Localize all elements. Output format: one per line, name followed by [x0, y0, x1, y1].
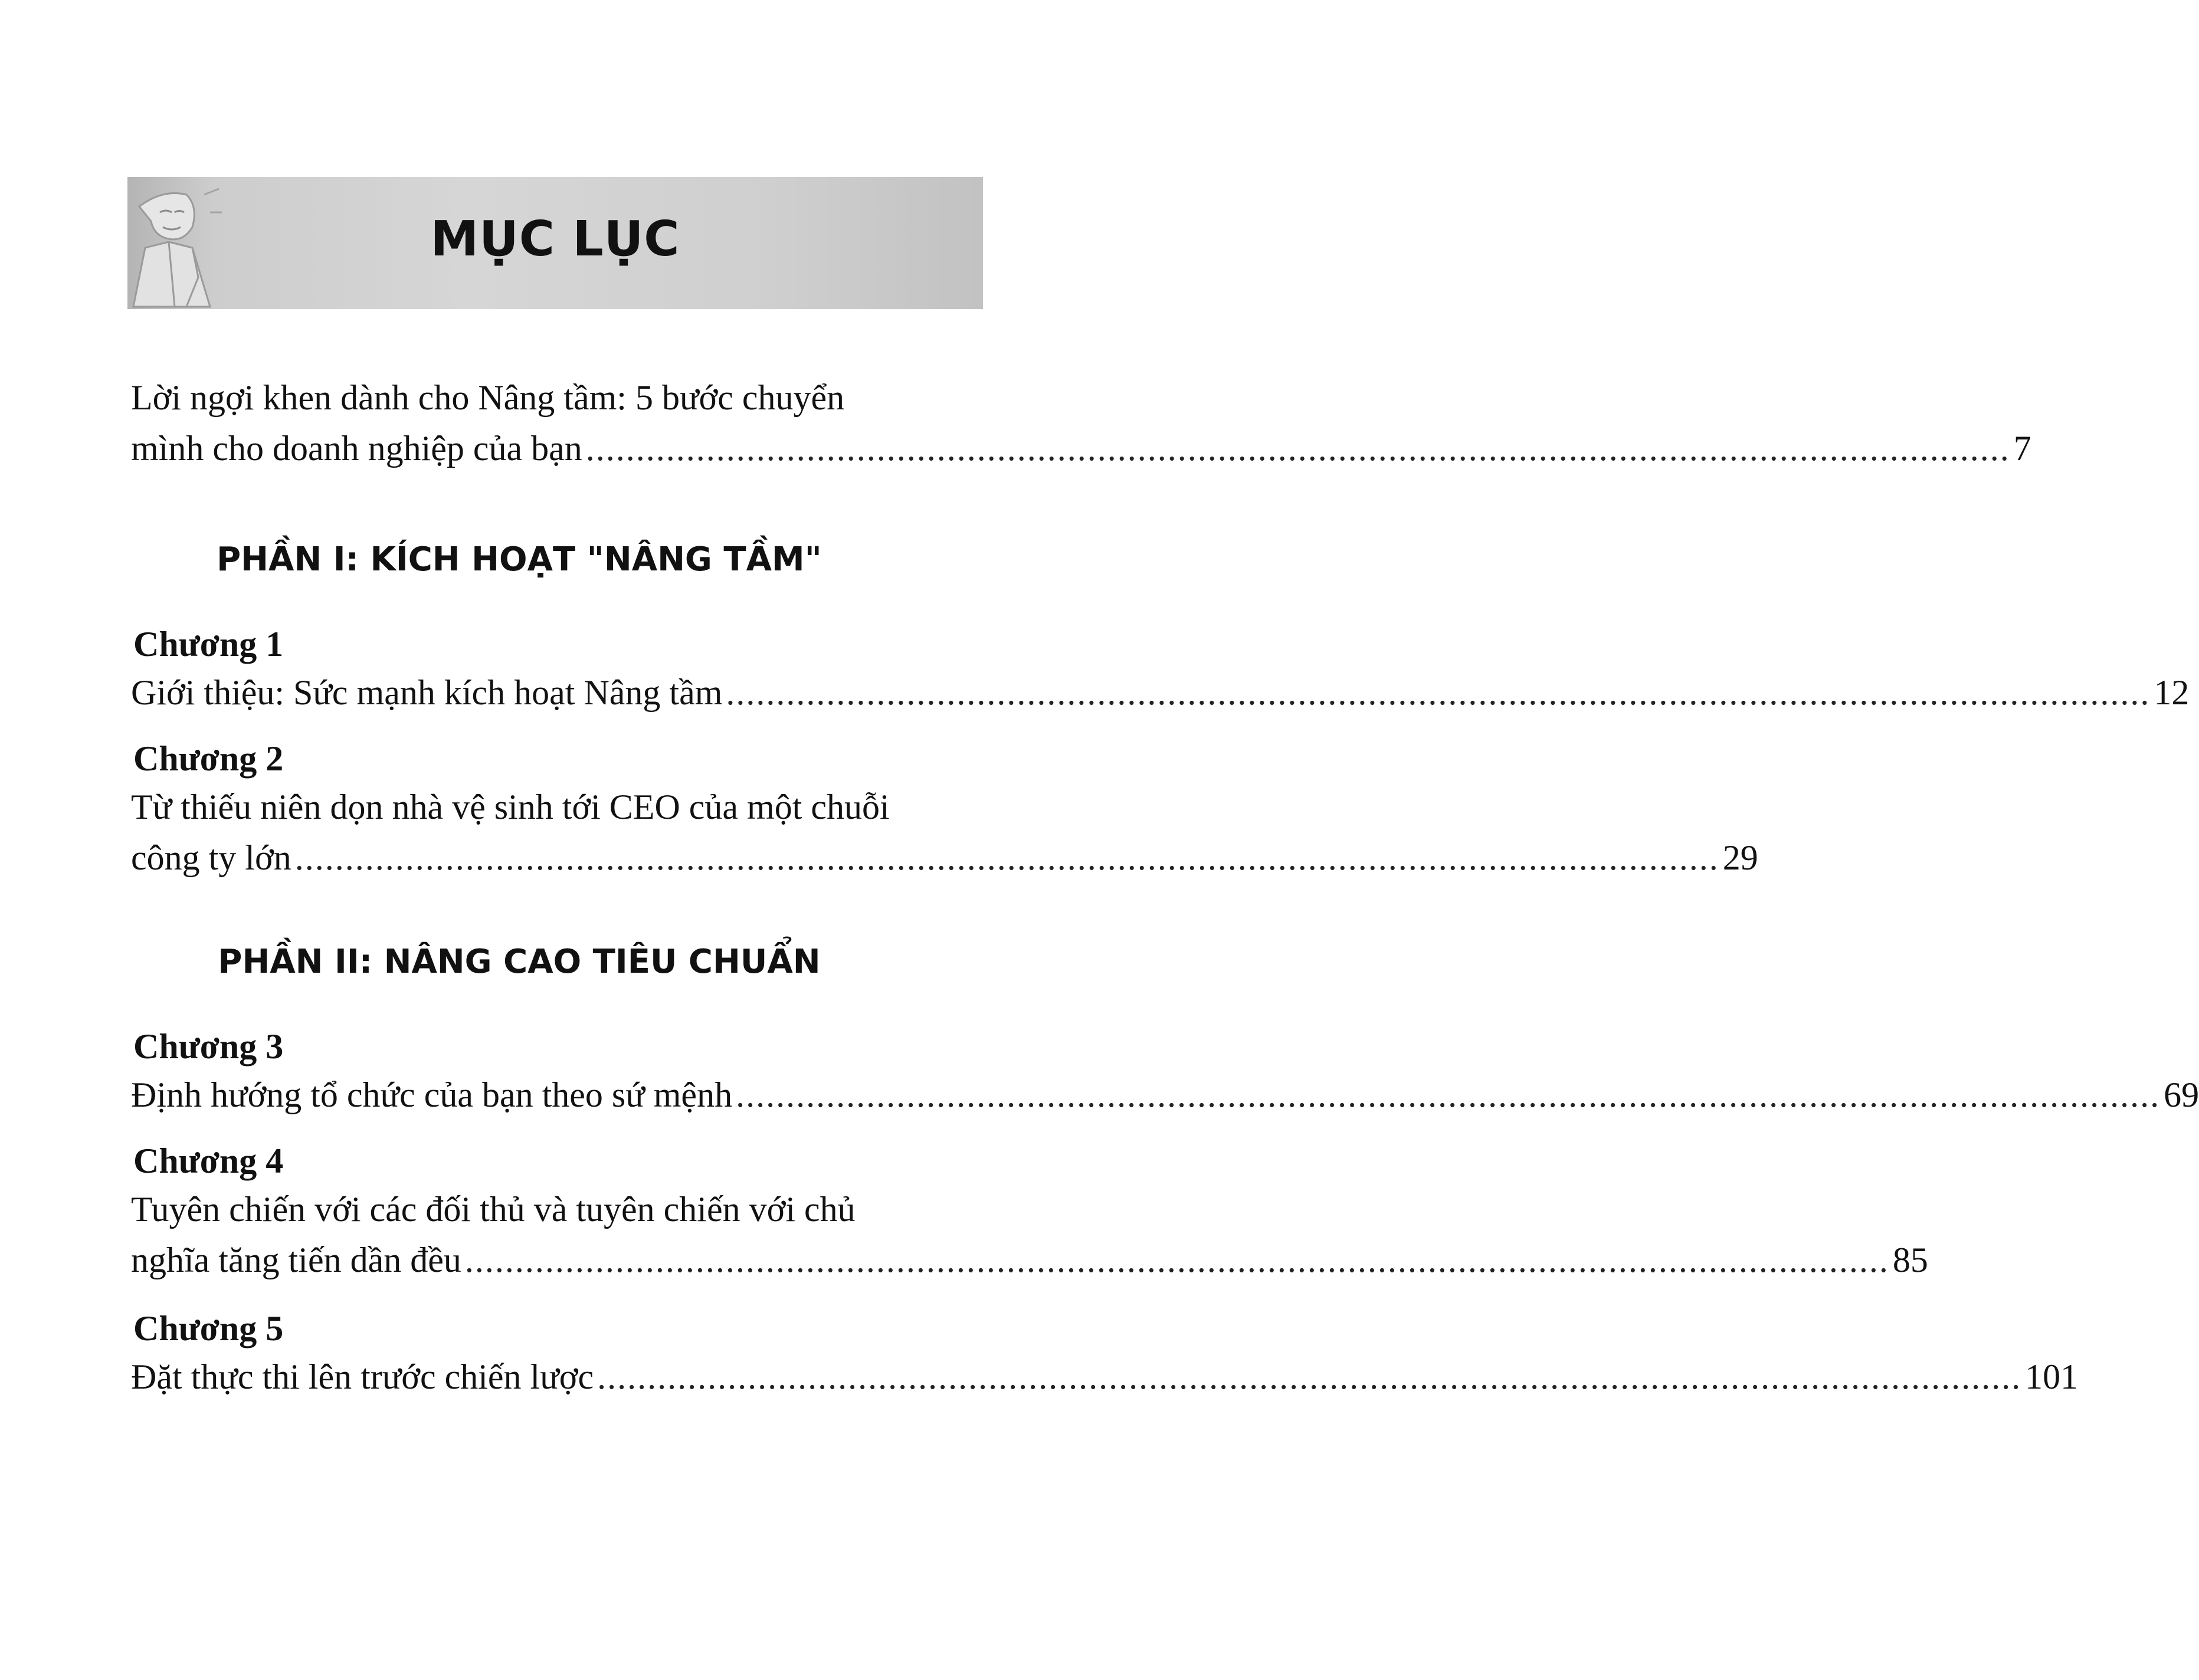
toc-entry-chapter-5[interactable] — [131, 1357, 2079, 1413]
chapter-1-label: Chương 1 — [133, 625, 284, 664]
chapter-2-title-line-1: Từ thiếu niên dọn nhà vệ sinh tới CEO của một chuỗi — [131, 788, 890, 826]
chapter-3-label: Chương 3 — [133, 1027, 284, 1066]
chapter-4-title-line-1: Tuyên chiến với các đối thủ và tuyên chiến với chủ — [131, 1190, 856, 1229]
dot-leader: .............................................................................................................................................. — [736, 1075, 2161, 1114]
page-title: MỤC LỤC — [430, 211, 680, 267]
chapter-1-page-number: 12 — [2154, 673, 2190, 712]
intro-line-1: Lời ngợi khen dành cho Nâng tầm: 5 bước chuyển — [131, 378, 845, 417]
chapter-4-title-line-2: nghĩa tăng tiến dần đều — [131, 1241, 461, 1279]
chapter-2-label: Chương 2 — [133, 739, 284, 778]
part-2-heading: PHẦN II: NÂNG CAO TIÊU CHUẨN — [218, 943, 821, 981]
dot-leader: .............................................................................................................................................. — [294, 838, 1719, 877]
chapter-5-title: Đặt thực thi lên trước chiến lược — [131, 1357, 594, 1396]
chapter-2-title-line-2: công ty lớn — [131, 838, 291, 877]
chapter-5-label: Chương 5 — [133, 1309, 284, 1348]
chapter-3-page-number: 69 — [2164, 1075, 2199, 1114]
toc-entry-chapter-2[interactable] — [131, 838, 1758, 894]
chapter-1-title: Giới thiệu: Sức mạnh kích hoạt Nâng tầm — [131, 673, 723, 712]
toc-entry-chapter-1[interactable] — [131, 672, 2190, 729]
chapter-5-page-number: 101 — [2025, 1357, 2079, 1396]
dot-leader: .............................................................................................................................................. — [585, 429, 2010, 468]
intro-line-2: mình cho doanh nghiệp của bạn — [131, 429, 582, 468]
intro-page-number: 7 — [2013, 429, 2031, 468]
part-1-heading: PHẦN I: KÍCH HOẠT "NÂNG TẦM" — [217, 540, 822, 579]
chapter-4-label: Chương 4 — [133, 1141, 284, 1180]
chapter-4-page-number: 85 — [1892, 1241, 1928, 1279]
toc-entry-intro[interactable] — [131, 428, 2031, 485]
toc-entry-chapter-4[interactable] — [131, 1240, 1928, 1297]
dot-leader: .............................................................................................................................................. — [464, 1241, 1889, 1279]
dot-leader: .............................................................................................................................................. — [597, 1357, 2022, 1396]
dot-leader: .............................................................................................................................................. — [726, 673, 2151, 712]
chapter-3-title: Định hướng tổ chức của bạn theo sứ mệnh — [131, 1075, 733, 1114]
title-banner — [127, 177, 983, 309]
chapter-2-page-number: 29 — [1722, 838, 1758, 877]
toc-entry-chapter-3[interactable] — [131, 1075, 2199, 1131]
